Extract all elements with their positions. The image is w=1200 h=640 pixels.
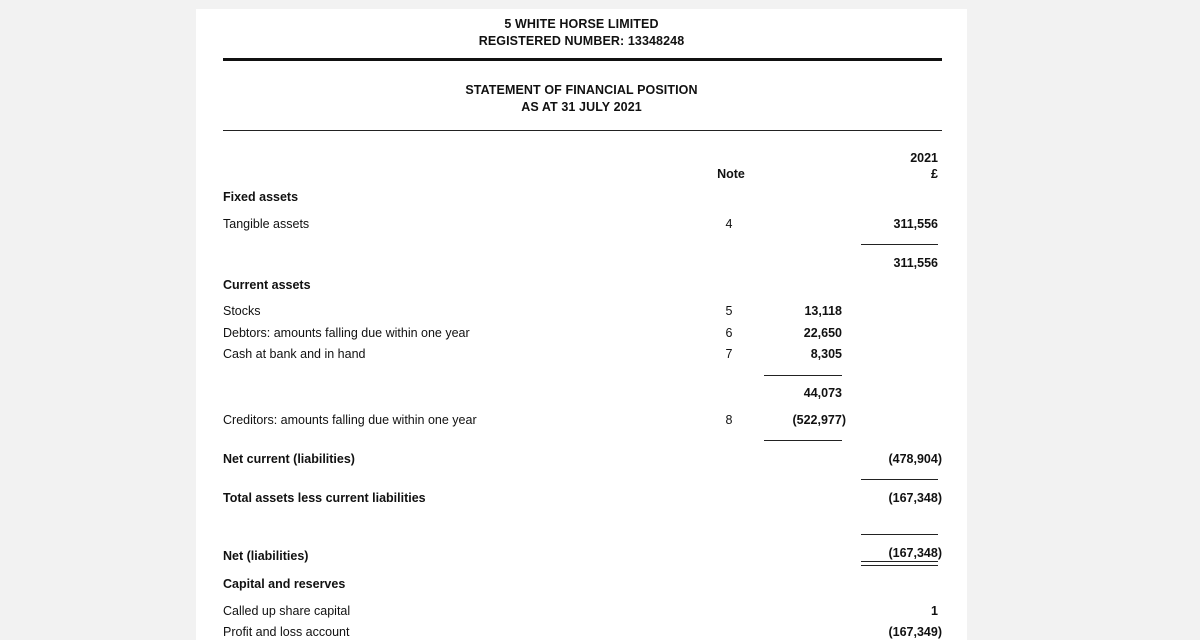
table-row-value: 1 [931, 604, 938, 618]
list-item-note: 5 [725, 304, 733, 318]
capital-reserves-heading: Capital and reserves [223, 577, 346, 591]
header-rule [223, 58, 942, 61]
fixed-assets-heading: Fixed assets [223, 190, 299, 204]
list-item-note: 7 [725, 347, 733, 361]
net-liabilities-label: Net (liabilities) [223, 549, 309, 563]
list-item: Debtors: amounts falling due within one year [223, 326, 470, 340]
creditors-label: Creditors: amounts falling due within one year [223, 413, 477, 427]
current-assets-subtotal: 44,073 [803, 386, 842, 400]
tangible-assets-note: 4 [725, 217, 733, 231]
tangible-assets-label: Tangible assets [223, 217, 310, 231]
creditors-rule [764, 440, 842, 441]
fixed-assets-rule [861, 244, 938, 245]
total-assets-value: (167,348) [888, 491, 942, 505]
note-header: Note [717, 167, 745, 181]
list-item: Cash at bank and in hand [223, 347, 366, 361]
fixed-assets-subtotal: 311,556 [893, 256, 938, 270]
list-item-value: 8,305 [810, 347, 842, 361]
list-item: Stocks [223, 304, 261, 318]
creditors-value: (522,977) [792, 413, 846, 427]
list-item-value: 22,650 [803, 326, 842, 340]
title-rule [223, 130, 942, 131]
registered-number: REGISTERED NUMBER: 13348248 [478, 34, 685, 48]
net-current-label: Net current (liabilities) [223, 452, 355, 466]
net-liabilities-double-rule [861, 561, 938, 566]
current-assets-rule [764, 375, 842, 376]
table-row: Profit and loss account [223, 625, 350, 639]
tangible-assets-value: 311,556 [893, 217, 938, 231]
total-assets-label: Total assets less current liabilities [223, 491, 426, 505]
creditors-note: 8 [725, 413, 733, 427]
total-assets-rule [861, 534, 938, 535]
statement-date: AS AT 31 JULY 2021 [521, 100, 642, 114]
net-current-rule [861, 479, 938, 480]
current-assets-heading: Current assets [223, 278, 311, 292]
table-row-value: (167,349) [888, 625, 942, 639]
list-item-note: 6 [725, 326, 733, 340]
net-liabilities-value: (167,348) [888, 546, 942, 560]
list-item-value: 13,118 [804, 304, 842, 318]
table-row: Called up share capital [223, 604, 351, 618]
statement-page [196, 9, 967, 640]
statement-title: STATEMENT OF FINANCIAL POSITION [465, 83, 698, 97]
year-header: 2021 [910, 151, 938, 165]
company-name: 5 WHITE HORSE LIMITED [504, 17, 659, 31]
net-current-value: (478,904) [888, 452, 942, 466]
currency-header: £ [931, 167, 938, 181]
